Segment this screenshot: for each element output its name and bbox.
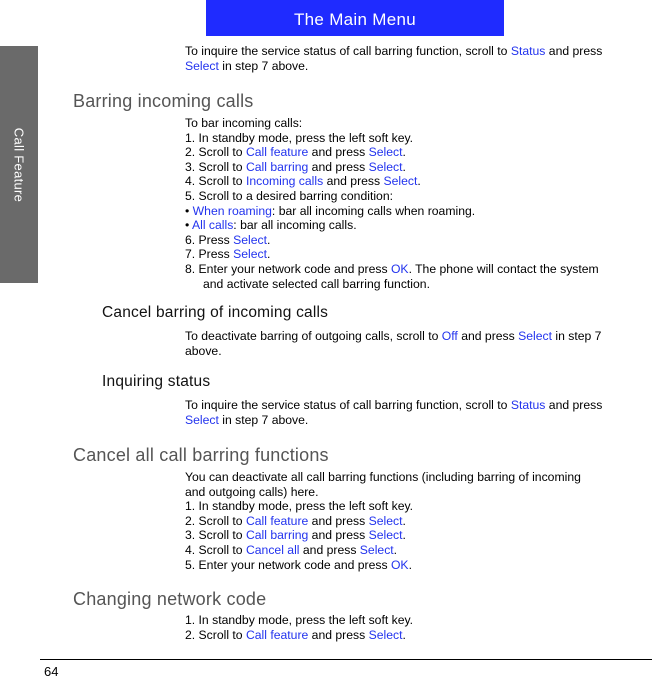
barring-incoming-steps: To bar incoming calls: 1. In standby mode, press the left soft key. 2. Scroll to Call feature and press Select. 3. Scroll to Call barring and press Select. 4. Scroll to Incoming calls and press Select. 5. Scroll to a desired barring condition: • When roaming: bar all incoming calls when roaming. • All calls: bar all incoming calls. 6. Press Select. 7. Press Select. 8. Enter your network code and press OK. The phone will contact the system and activate selected call barring function. [185,116,599,291]
heading-network-code: Changing network code [73,589,267,609]
cancel-all-steps: You can deactivate all call barring functions (including barring of incoming and outgoing calls) here. 1. In standby mode, press the left soft key. 2. Scroll to Call feature and press Select. 3. Scroll to Call barring and press Select. 4. Scroll to Cancel all and press Select. 5. Enter your network code and press OK. [185,470,581,572]
footer-rule [40,659,652,660]
sidebar-label: Call Feature [11,127,27,202]
network-code-steps: 1. In standby mode, press the left soft key. 2. Scroll to Call feature and press Select. [185,613,414,642]
sidebar-tab [0,46,38,283]
inquiring-paragraph: To inquire the service status of call barring function, scroll to Status and press Select in step 7 above. [185,398,603,427]
heading-barring-incoming: Barring incoming calls [73,91,254,111]
heading-inquiring-status: Inquiring status [102,373,211,390]
cancel-incoming-paragraph: To deactivate barring of outgoing calls, scroll to Off and press Select in step 7 above. [185,329,602,358]
intro-paragraph: To inquire the service status of call barring function, scroll to Status and press Select in step 7 above. [185,44,603,73]
page-number: 64 [44,664,59,679]
heading-cancel-all: Cancel all call barring functions [73,445,329,465]
header-title: The Main Menu [206,0,504,36]
heading-cancel-incoming: Cancel barring of incoming calls [102,304,329,321]
